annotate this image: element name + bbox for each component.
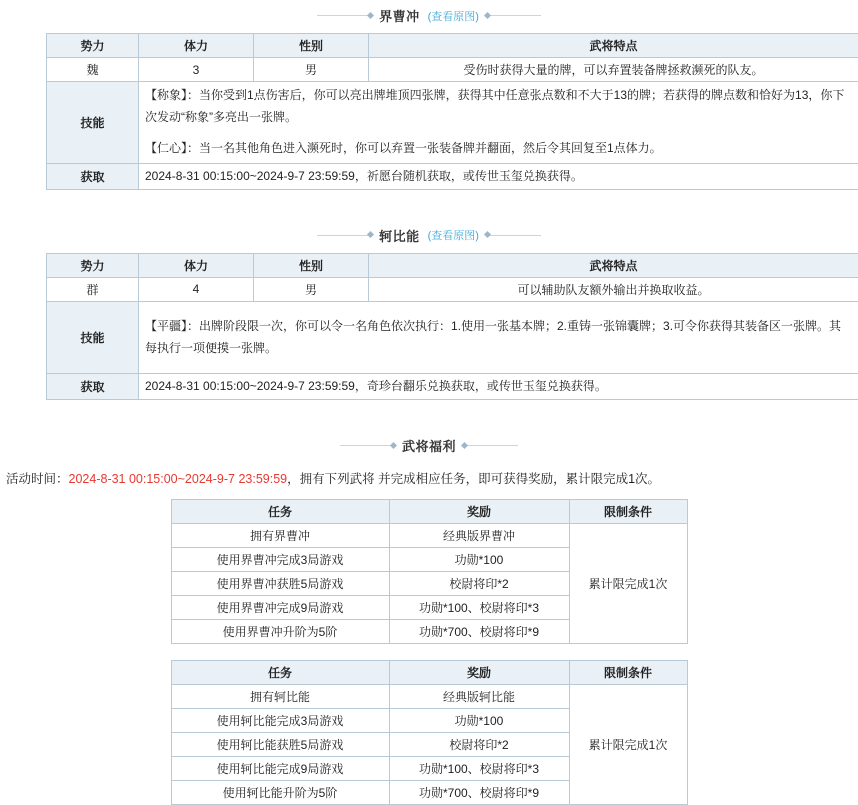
task-table-2 <box>171 660 688 805</box>
col-gender: 性别 <box>254 34 369 58</box>
table-row <box>47 58 858 82</box>
table-row <box>171 524 687 548</box>
task-table-1 <box>171 499 688 644</box>
cell-reward: 校尉将印*2 <box>389 572 569 596</box>
cell-limit: 累计限完成1次 <box>569 524 687 644</box>
divider-left-icon <box>340 445 394 446</box>
cell-trait: 可以辅助队友额外输出并换取收益。 <box>369 277 858 301</box>
welfare-activity-time: 2024-8-31 00:15:00~2024-9-7 23:59:59 <box>69 472 288 486</box>
cell-task: 使用轲比能完成3局游戏 <box>171 709 389 733</box>
col-faction: 势力 <box>47 34 139 58</box>
welfare-intro-suffix: ，拥有下列武将 并完成相应任务，即可获得奖励，累计限完成1次。 <box>287 472 660 486</box>
label-skill: 技能 <box>47 82 139 164</box>
cell-reward: 校尉将印*2 <box>389 733 569 757</box>
label-skill: 技能 <box>47 301 139 373</box>
cell-task: 使用轲比能完成9局游戏 <box>171 757 389 781</box>
col-reward: 奖励 <box>389 500 569 524</box>
cell-task: 使用界曹冲升阶为5阶 <box>171 620 389 644</box>
cell-reward: 功勋*100、校尉将印*3 <box>389 596 569 620</box>
table-header-row <box>171 661 687 685</box>
welfare-intro-prefix: 活动时间： <box>6 472 69 486</box>
cell-hp: 4 <box>139 277 254 301</box>
cell-task: 使用界曹冲完成9局游戏 <box>171 596 389 620</box>
character-block-2 <box>0 220 858 400</box>
section-title: 界曹冲 <box>379 6 420 25</box>
col-trait: 武将特点 <box>369 34 858 58</box>
cell-reward: 经典版界曹冲 <box>389 524 569 548</box>
character-table-1 <box>46 33 858 190</box>
col-gender: 性别 <box>254 253 369 277</box>
cell-trait: 受伤时获得大量的牌，可以弃置装备牌拯救濒死的队友。 <box>369 58 858 82</box>
col-trait: 武将特点 <box>369 253 858 277</box>
cell-reward: 功勋*100 <box>389 548 569 572</box>
cell-task: 使用轲比能升阶为5阶 <box>171 781 389 805</box>
table-header-row <box>47 34 858 58</box>
divider-right-icon <box>487 235 541 236</box>
task-table-wrap-2 <box>0 660 858 805</box>
cell-gender: 男 <box>254 58 369 82</box>
cell-reward: 功勋*100、校尉将印*3 <box>389 757 569 781</box>
view-original-link[interactable]: (查看原图) <box>428 8 479 24</box>
divider-right-icon <box>464 445 518 446</box>
table-row <box>171 685 687 709</box>
cell-task: 使用界曹冲获胜5局游戏 <box>171 572 389 596</box>
cell-task: 使用轲比能获胜5局游戏 <box>171 733 389 757</box>
col-limit: 限制条件 <box>569 661 687 685</box>
col-task: 任务 <box>171 661 389 685</box>
table-row-acquire <box>47 374 858 400</box>
cell-skills <box>139 82 858 164</box>
section-heading-1 <box>0 0 858 33</box>
col-faction: 势力 <box>47 253 139 277</box>
section-spacer <box>0 190 858 220</box>
cell-task: 拥有轲比能 <box>171 685 389 709</box>
divider-right-icon <box>487 15 541 16</box>
section-heading-welfare <box>0 430 858 463</box>
character-block-1 <box>0 0 858 190</box>
section-title: 轲比能 <box>379 226 420 245</box>
label-acquire: 获取 <box>47 374 139 400</box>
col-hp: 体力 <box>139 253 254 277</box>
table-row <box>47 277 858 301</box>
cell-skills <box>139 301 858 373</box>
label-acquire: 获取 <box>47 163 139 189</box>
divider-left-icon <box>317 15 371 16</box>
cell-faction: 魏 <box>47 58 139 82</box>
cell-reward: 功勋*100 <box>389 709 569 733</box>
table-spacer <box>0 644 858 660</box>
section-spacer <box>0 400 858 430</box>
col-limit: 限制条件 <box>569 500 687 524</box>
table-header-row <box>47 253 858 277</box>
welfare-block <box>0 430 858 805</box>
task-table-wrap-1 <box>0 499 858 644</box>
welfare-intro <box>0 463 858 499</box>
cell-acquire: 2024-8-31 00:15:00~2024-9-7 23:59:59，祈愿台随机获取，或传世玉玺兑换获得。 <box>139 163 858 189</box>
cell-task: 拥有界曹冲 <box>171 524 389 548</box>
cell-limit: 累计限完成1次 <box>569 685 687 805</box>
view-original-link[interactable]: (查看原图) <box>428 227 479 243</box>
table-row-skills <box>47 301 858 373</box>
character-table-2 <box>46 253 858 400</box>
col-reward: 奖励 <box>389 661 569 685</box>
table-header-row <box>171 500 687 524</box>
table-row-acquire <box>47 163 858 189</box>
cell-reward: 功勋*700、校尉将印*9 <box>389 781 569 805</box>
cell-task: 使用界曹冲完成3局游戏 <box>171 548 389 572</box>
section-heading-2 <box>0 220 858 253</box>
cell-reward: 经典版轲比能 <box>389 685 569 709</box>
cell-acquire: 2024-8-31 00:15:00~2024-9-7 23:59:59，奇珍台翻乐兑换获取，或传世玉玺兑换获得。 <box>139 374 858 400</box>
skill-text: 【仁心】：当一名其他角色进入濒死时，你可以弃置一张装备牌并翻面，然后令其回复至1点体力。 <box>145 138 852 160</box>
col-task: 任务 <box>171 500 389 524</box>
cell-reward: 功勋*700、校尉将印*9 <box>389 620 569 644</box>
skill-text: 【称象】：当你受到1点伤害后，你可以亮出牌堆顶四张牌，获得其中任意张点数和不大于13的牌；若获得的牌点数和恰好为13，你下次发动“称象”多亮出一张牌。 <box>145 85 852 128</box>
col-hp: 体力 <box>139 34 254 58</box>
skill-text: 【平疆】：出牌阶段限一次，你可以令一名角色依次执行：1.使用一张基本牌；2.重铸一张锦囊牌；3.可令你获得其装备区一张牌。其每执行一项便摸一张牌。 <box>145 316 852 359</box>
table-row-skills <box>47 82 858 164</box>
section-title: 武将福利 <box>402 436 456 455</box>
cell-faction: 群 <box>47 277 139 301</box>
divider-left-icon <box>317 235 371 236</box>
cell-gender: 男 <box>254 277 369 301</box>
cell-hp: 3 <box>139 58 254 82</box>
